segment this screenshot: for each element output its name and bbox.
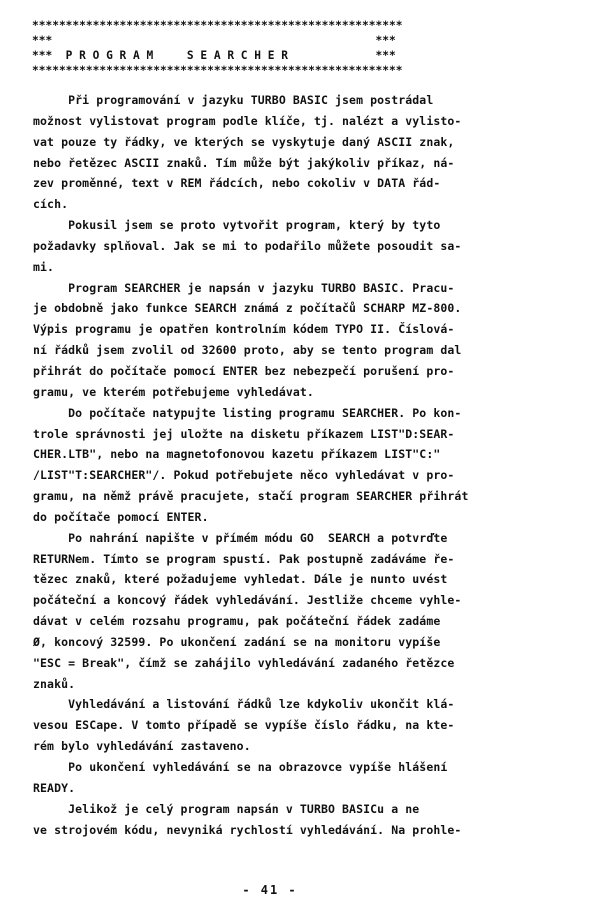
article-body <box>33 90 563 840</box>
text-line: Po nahrání napište v přímém módu GO SEARCH a potvrďte <box>33 530 448 545</box>
text-line: "ESC = Break", čímž se zahájilo vyhledávání zadaného řetězce <box>33 655 455 670</box>
text-line: READY. <box>33 780 76 795</box>
text-line: možnost vylistovat program podle klíče, tj. nalézt a vylisto- <box>33 113 462 128</box>
text-line: zev proměnné, text v REM řádcích, nebo cokoliv v DATA řád- <box>33 176 441 191</box>
text-line: Vyhledávání a listování řádků lze kdykoliv ukončit klá- <box>33 697 455 712</box>
text-line: přihrát do počítače pomocí ENTER bez nebezpečí porušení pro- <box>33 363 455 378</box>
text-line: mi. <box>33 259 55 274</box>
text-line: Ø, koncový 32599. Po ukončení zadání se na monitoru vypíše <box>33 634 441 649</box>
text-line: gramu, ve kterém potřebujeme vyhledávat. <box>33 384 314 399</box>
text-line: rém bylo vyhledávání zastaveno. <box>33 739 251 754</box>
text-line: ní řádků jsem zvolil od 32600 proto, aby se tento program dal <box>33 343 462 358</box>
text-line: požadavky splňoval. Jak se mi to podařilo můžete posoudit sa- <box>33 238 462 253</box>
text-line: /LIST"T:SEARCHER"/. Pokud potřebujete něco vyhledávat v pro- <box>33 468 455 483</box>
text-line: tězec znaků, které požadujeme vyhledat. Dále je nunto uvést <box>33 572 448 587</box>
text-line: Do počítače natypujte listing programu SEARCHER. Po kon- <box>33 405 462 420</box>
text-line: trole správnosti jej uložte na disketu příkazem LIST"D:SEAR- <box>33 426 455 441</box>
text-line: vesou ESCape. V tomto případě se vypíše číslo řádku, na kte- <box>33 718 455 733</box>
banner-border-top: ******************************************************* <box>32 19 403 32</box>
text-line: cích. <box>33 197 69 212</box>
text-line: vat pouze ty řádky, ve kterých se vyskytuje daný ASCII znak, <box>33 134 455 149</box>
program-title-banner <box>32 18 532 78</box>
text-line: Při programování v jazyku TURBO BASIC jsem postrádal <box>33 93 434 107</box>
text-line: dávat v celém rozsahu programu, pak počáteční řádek zadáme <box>33 614 441 629</box>
text-line: počáteční a koncový řádek vyhledávání. Jestliže chceme vyhle- <box>33 593 462 608</box>
text-line: Výpis programu je opatřen kontrolním kódem TYPO II. Číslová- <box>33 322 455 337</box>
text-line: gramu, na němž právě pracujete, stačí program SEARCHER přihrát <box>33 489 469 504</box>
text-line: znaků. <box>33 676 76 691</box>
text-line: nebo řetězec ASCII znaků. Tím může být jakýkoliv příkaz, ná- <box>33 155 455 170</box>
text-line: je obdobně jako funkce SEARCH známá z počítačů SCHARP MZ-800. <box>33 301 462 316</box>
banner-title: *** P R O G R A M S E A R C H E R *** <box>32 49 396 62</box>
text-line: RETURNem. Tímto se program spustí. Pak postupně zadáváme ře- <box>33 551 455 566</box>
text-line: Jelikož je celý program napsán v TURBO BASICu a ne <box>33 801 420 816</box>
banner-border-bottom: ******************************************************* <box>32 64 403 77</box>
page-number: - 41 - <box>242 883 298 897</box>
text-line: CHER.LTB", nebo na magnetofonovou kazetu příkazem LIST"C:" <box>33 447 441 462</box>
text-line: Po ukončení vyhledávání se na obrazovce vypíše hlášení <box>33 760 448 774</box>
text-line: do počítače pomocí ENTER. <box>33 509 209 524</box>
text-line: ve strojovém kódu, nevyniká rychlostí vyhledávání. Na prohle- <box>33 822 462 837</box>
text-line: Pokusil jsem se proto vytvořit program, který by tyto <box>33 218 441 233</box>
text-line: Program SEARCHER je napsán v jazyku TURBO BASIC. Pracu- <box>33 280 455 295</box>
banner-border-side: *** *** <box>32 34 396 47</box>
